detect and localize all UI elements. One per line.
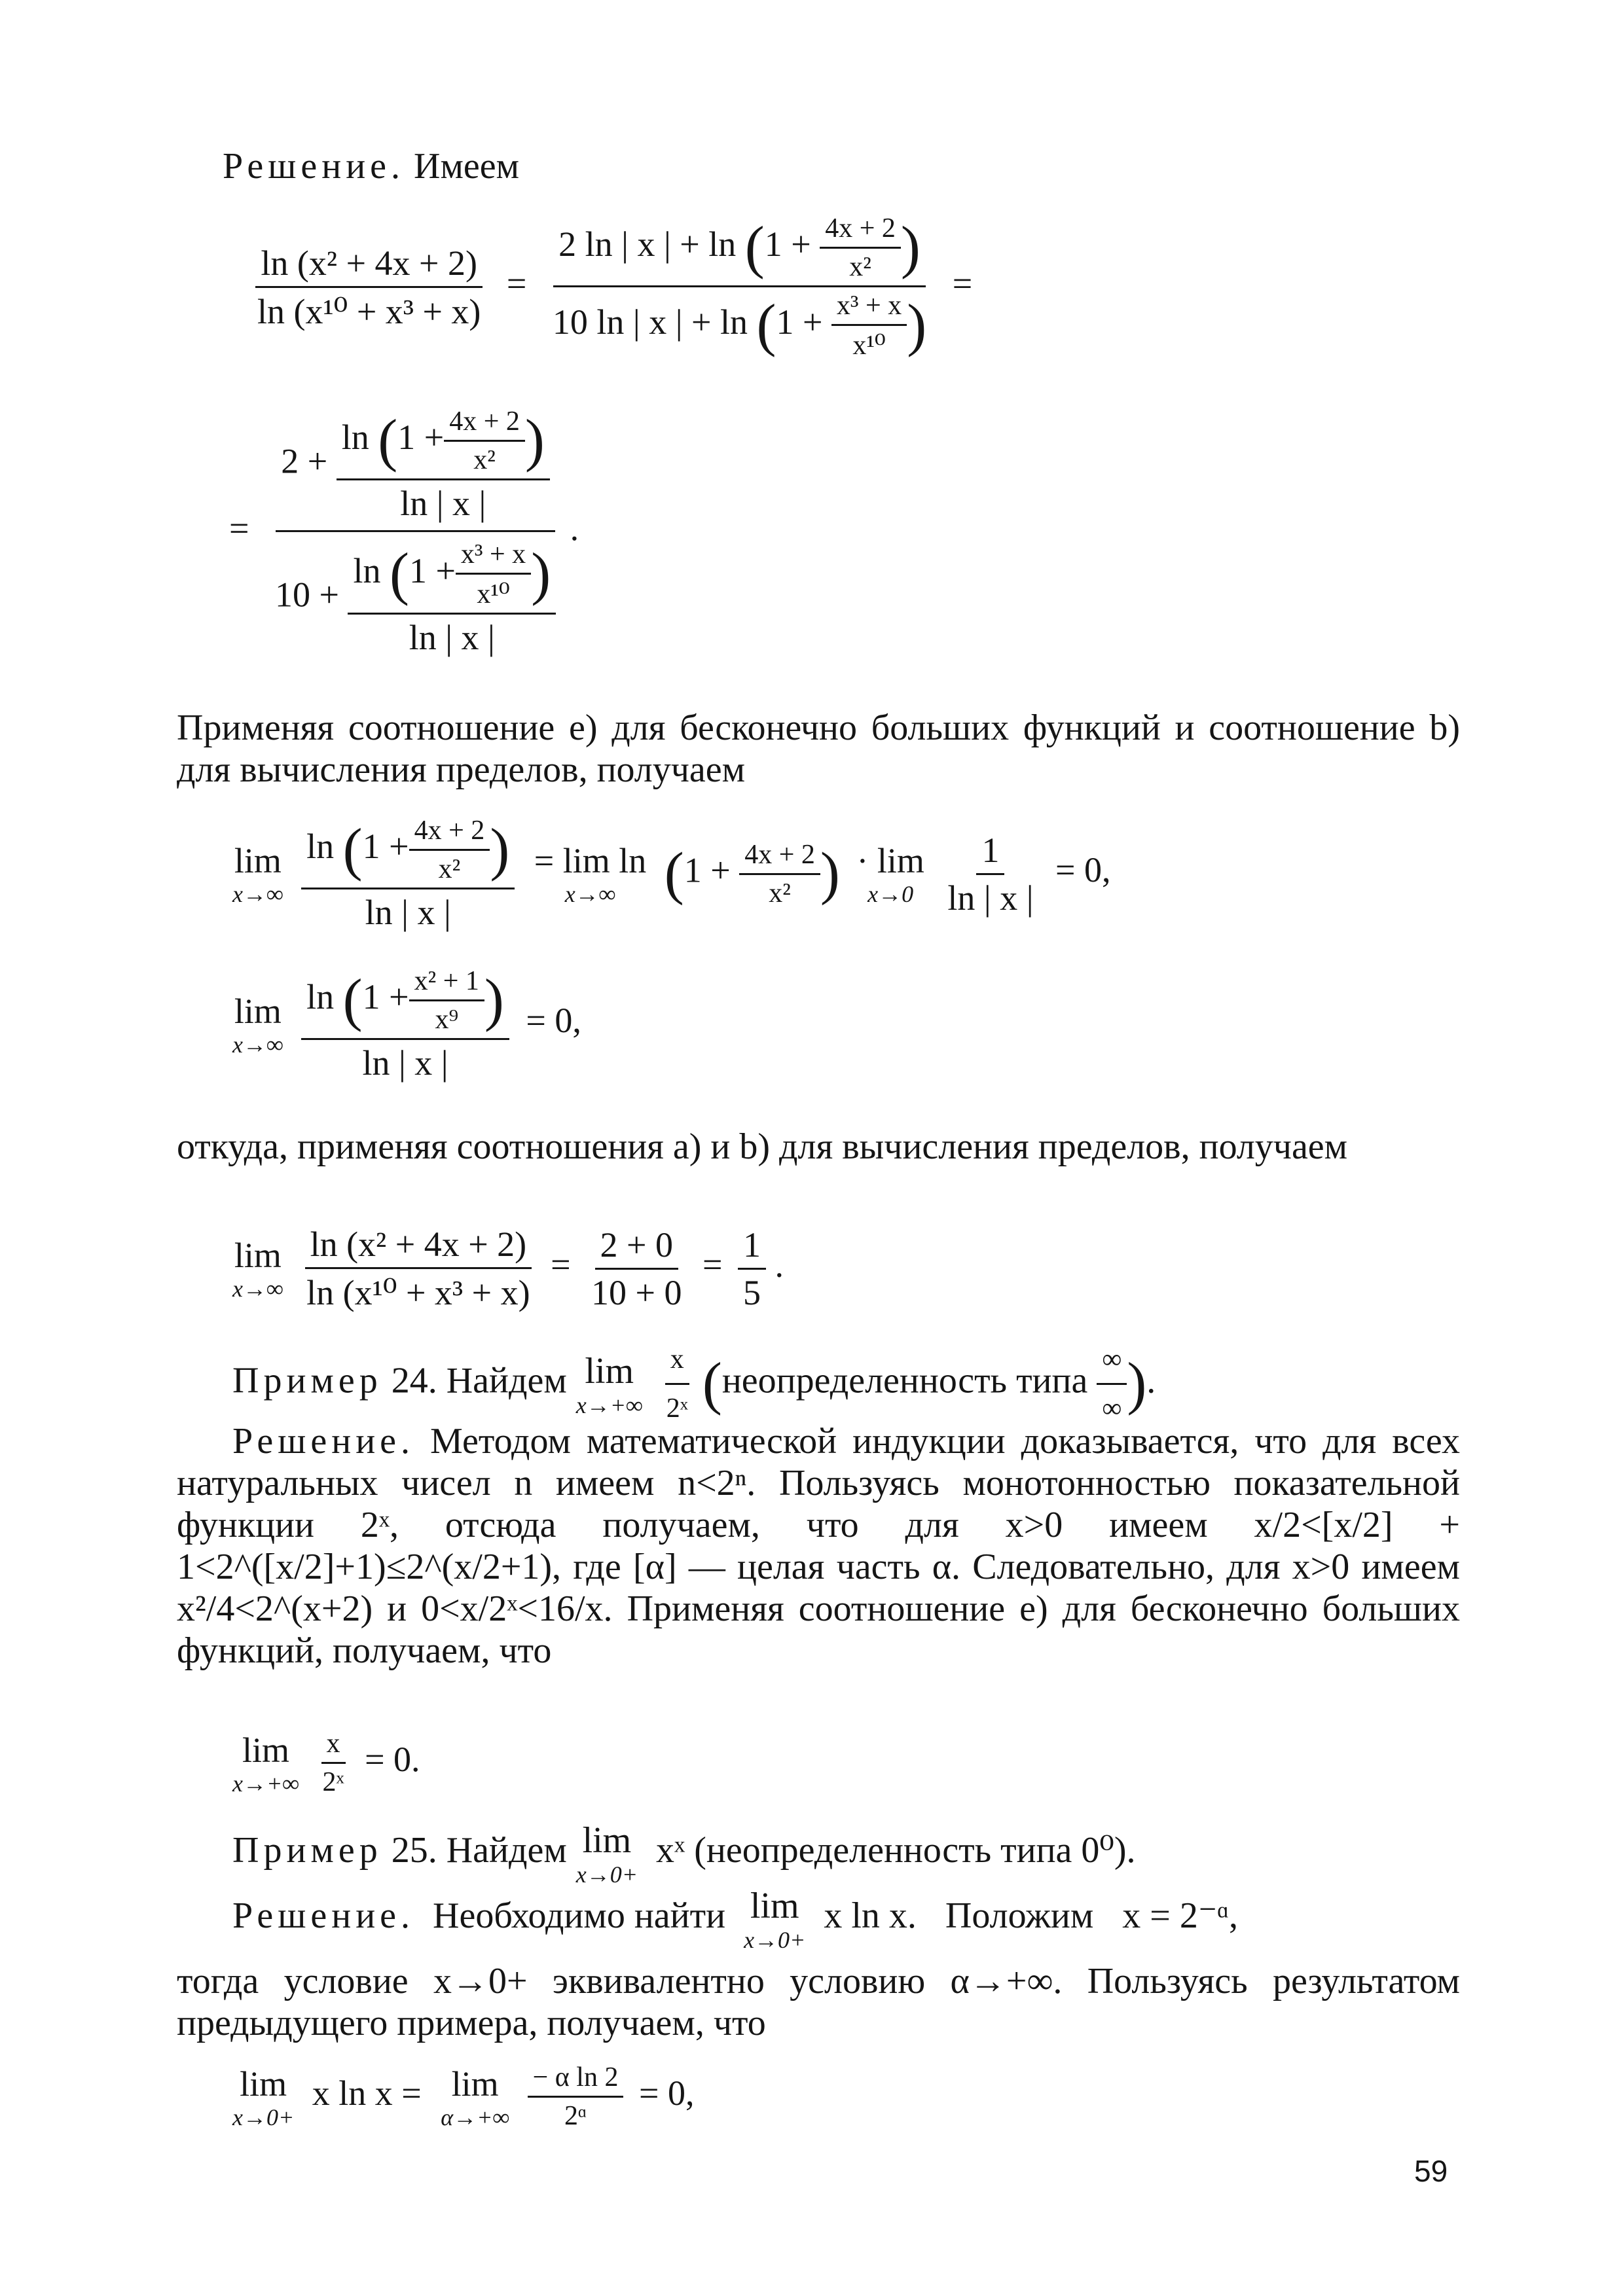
solution-word: Решение. [223,146,405,187]
paragraph-then-condition: тогда условие x→0+ эквивалентно условию α→+∞. Пользуясь результатом предыдущего примера, получаем, что [177,1961,1460,2043]
paragraph-apply-relations: Применяя соотношение e) для бесконечно больших функций и соотношение b) для вычисления пределов, получаем [177,708,1460,790]
example-25-heading: Пример 25. Найдем lim x→0+ xˣ (неопределенность типа 0⁰). [232,1820,1136,1888]
solution-24-paragraph: Решение. Методом математической индукции доказывается, что для всех натуральных чисел n имеем n<2ⁿ. Пользуясь монотонностью показательной функции 2ˣ, отсюда получаем, что для x>0 имеем x/2<[x/2] + 1<2^([x/2]+1)≤2^(x/2+1), где [α] — целая часть α. Следовательно, для x>0 имеем x²/4<2^(x+2) и 0<x/2ˣ<16/x. Применяя соотношение e) для бесконечно больших функций, получаем, что [177,1421,1461,1671]
solution-25-line: Решение. Необходимо найти lim x→0+ x ln x. Положим x = 2⁻ᵅ, [232,1886,1239,1953]
fraction-normalized: 2 + ln (1 + $\frac{4x + 2}{\text{x²}}$ ) ln | x | 10 + ln (1 + $\frac{\text{x³ + x}}{\text{x¹⁰}}$ ) ln | x | [270,406,561,658]
example-24-heading: Пример 24. Найдем lim x→+∞ $\frac{x}{\text{2ˣ}}$ (неопределенность типа $\frac{\infty}{\infty}$ ). [232,1338,1156,1429]
equation-limit-1: lim x→∞ ln (1 + $\frac{4x + 2}{\text{x²}}$ ) ln | x | = lim ln x→∞ (1 + $\frac{4x + 2}{\text{x²}}$ ) · lim x→0 $\frac{1}{\ln | x |}$ = 0, [232,816,1111,932]
paragraph-whence: откуда, применяя соотношения a) и b) для вычисления пределов, получаем [177,1126,1348,1167]
solution-heading [223,145,519,187]
equation-limit-zero: lim x→+∞ $\frac{x}{\text{2ˣ}}$ = 0. [232,1729,420,1797]
equation-log-ratio: $\frac{\text{ln (x² + 4x + 2)}}{\text{ln (x¹⁰ + x³ + x)}}$ = 2 ln | x | + ln (1 + $\frac{4x + 2}{\text{x²}}$ ) 10 ln | x | + ln (1 + $\frac{\text{x³ + x}}{\text{x¹⁰}}$ ) = [252,213,972,361]
equation-xlnx-limit: lim x→0+ x ln x = lim α→+∞ $\frac{\text{− α ln 2}}{\text{2ᵅ}}$ = 0, [232,2062,695,2131]
fraction-rhs: 2 ln | x | + ln (1 + $\frac{4x + 2}{\text{x²}}$ ) 10 ln | x | + ln (1 + $\frac{\text{x³ + x}}{\text{x¹⁰}}$ ) [552,213,927,361]
equation-limit-result: lim x→∞ $\frac{\text{ln (x² + 4x + 2)}}{\text{ln (x¹⁰ + x³ + x)}}$ = $\frac{2 + 0}{10 + 0}$ = $\frac{1}{5}$ . [232,1225,784,1312]
equation-limit-2: lim x→∞ ln (1 + $\frac{\text{x² + 1}}{\text{x⁹}}$ ) ln | x | = 0, [232,966,581,1083]
equation-normalized: = 2 + ln (1 + $\frac{4x + 2}{\text{x²}}$ ) ln | x | 10 + ln (1 + $\frac{\text{x³ + x}}{\text{x¹⁰}}$ ) ln | x | . [229,406,579,657]
solution-intro-text: Имеем [414,146,520,187]
fraction-lhs: $\frac{\text{ln (x² + 4x + 2)}}{\text{ln (x¹⁰ + x³ + x)}}$ [252,243,486,332]
page-number: 59 [1414,2154,1448,2188]
